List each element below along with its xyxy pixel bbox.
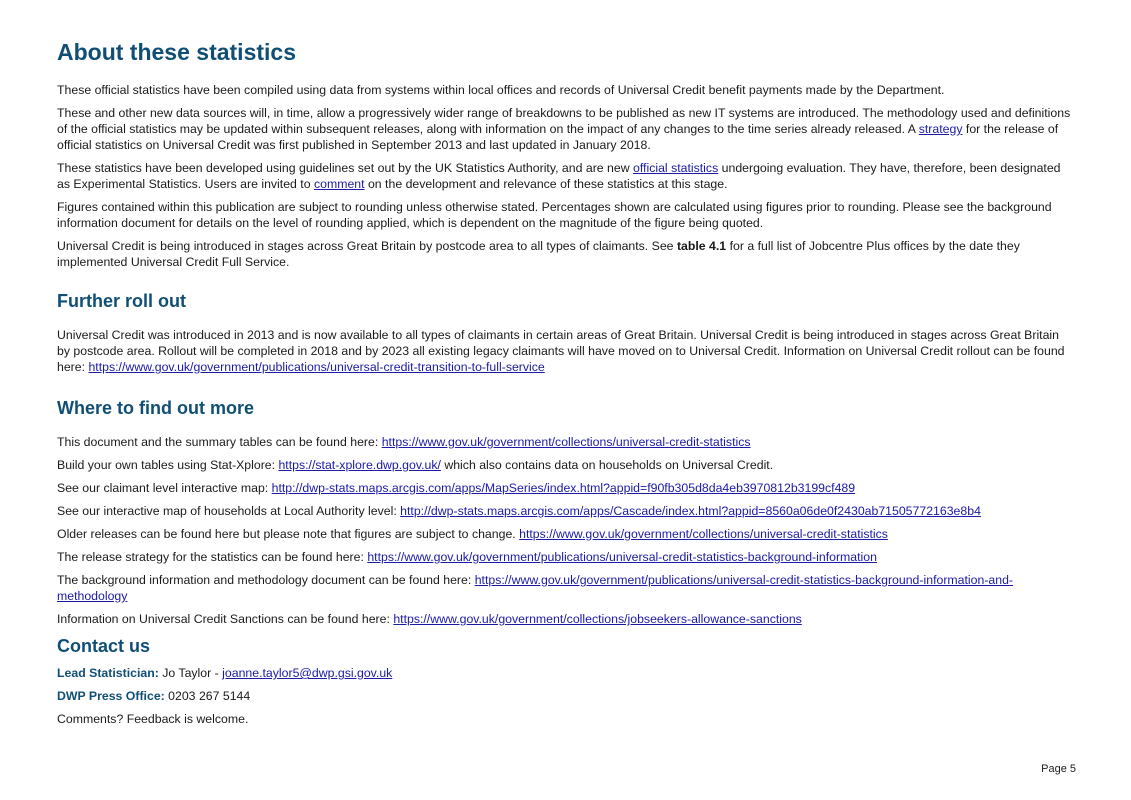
press-office-label: DWP Press Office: bbox=[57, 689, 165, 703]
about-paragraph-2 bbox=[57, 105, 1075, 153]
more-item bbox=[57, 503, 1075, 519]
rollout-link[interactable]: https://www.gov.uk/government/publications/universal-credit-transition-to-full-service bbox=[88, 360, 545, 374]
more-item-link[interactable]: https://www.gov.uk/government/publications/universal-credit-statistics-background-information-and-methodology bbox=[57, 573, 1014, 603]
more-item-text: See our interactive map of households at Local Authority level: bbox=[57, 504, 401, 518]
more-item bbox=[57, 457, 1075, 473]
more-item-link[interactable]: https://www.gov.uk/government/collections/universal-credit-statistics bbox=[381, 435, 751, 449]
rollout-paragraph bbox=[57, 327, 1075, 375]
page-content bbox=[57, 36, 1075, 734]
lead-statistician-label: Lead Statistician: bbox=[57, 666, 159, 680]
about-p3-text-b: undergoing evaluation. They have, therefore, been designated as Experimental Statistics. Users are invited to bbox=[57, 161, 1061, 191]
more-item bbox=[57, 480, 1075, 496]
about-paragraph-3 bbox=[57, 160, 1075, 192]
more-item bbox=[57, 572, 1075, 604]
more-item bbox=[57, 526, 1075, 542]
lead-statistician-email-link[interactable]: joanne.taylor5@dwp.gsi.gov.uk bbox=[222, 666, 393, 680]
more-item bbox=[57, 611, 1075, 627]
about-p3-text-c: on the development and relevance of these statistics at this stage. bbox=[364, 177, 728, 191]
heading-where-to-find-out-more: Where to find out more bbox=[57, 398, 254, 418]
comment-link[interactable]: comment bbox=[313, 177, 365, 191]
more-item-link[interactable]: https://www.gov.uk/government/collections/universal-credit-statistics bbox=[519, 527, 888, 541]
about-paragraph-5 bbox=[57, 238, 1075, 270]
contact-press-office bbox=[57, 688, 1075, 704]
rollout-text: Universal Credit was introduced in 2013 and is now available to all types of claimants in certain areas of Great Britain. Universal Credit is being introduced in stages across Great Britain by postcode area. Rollout will be completed in 2018 and by 2023 all existing legacy claimants will have moved on to Universal Credit. Information on Universal Credit rollout can be found here: bbox=[57, 328, 1065, 374]
more-item-link[interactable]: http://dwp-stats.maps.arcgis.com/apps/MapSeries/index.html?appid=f90fb305d8da4eb3970812b3199cf489 bbox=[271, 481, 856, 495]
official-statistics-link[interactable]: official statistics bbox=[633, 161, 719, 175]
more-item-text: The background information and methodology document can be found here: bbox=[57, 573, 475, 587]
more-item-text: See our claimant level interactive map: bbox=[57, 481, 272, 495]
more-item-link[interactable]: https://stat-xplore.dwp.gov.uk/ bbox=[278, 458, 441, 472]
about-p5-text-b: for a full list of Jobcentre Plus offices by the date they implemented Universal Credit Full Service. bbox=[57, 239, 1020, 269]
strategy-link[interactable]: strategy bbox=[918, 122, 963, 136]
more-item-text: Information on Universal Credit Sanctions can be found here: bbox=[57, 612, 394, 626]
more-item-link[interactable]: https://www.gov.uk/government/collections/jobseekers-allowance-sanctions bbox=[393, 612, 802, 626]
table-reference: table 4.1 bbox=[676, 239, 727, 253]
contact-feedback: Comments? Feedback is welcome. bbox=[57, 712, 249, 726]
about-p5-text-a: Universal Credit is being introduced in stages across Great Britain by postcode area to all types of claimants. See bbox=[57, 239, 677, 253]
page-number: Page 5 bbox=[1041, 763, 1076, 775]
lead-statistician-name: Jo Taylor - bbox=[158, 666, 223, 680]
heading-contact-us: Contact us bbox=[57, 636, 151, 656]
about-paragraph-4: Figures contained within this publication are subject to rounding unless otherwise stated. Percentages shown are calculated using figures prior to rounding. Please see the background information document for details on the level of rounding applied, which is dependent on the magnitude of the figure being quoted. bbox=[57, 200, 1052, 230]
about-p2-text-a: These and other new data sources will, in time, allow a progressively wider range of breakdowns to be published as new IT systems are introduced. The methodology used and definitions of the official statistics may be updated within subsequent releases, along with information on the impact of any changes to the time series already released. A bbox=[57, 106, 1071, 136]
heading-about-statistics: About these statistics bbox=[57, 39, 296, 65]
more-item-text: The release strategy for the statistics can be found here: bbox=[57, 550, 368, 564]
more-item-after: which also contains data on households on Universal Credit. bbox=[440, 458, 774, 472]
more-item-text: Build your own tables using Stat-Xplore: bbox=[57, 458, 279, 472]
about-p3-text-a: These statistics have been developed using guidelines set out by the UK Statistics Authority, and are new bbox=[57, 161, 634, 175]
contact-lead-statistician bbox=[57, 665, 1075, 681]
more-item bbox=[57, 434, 1075, 450]
about-paragraph-1: These official statistics have been compiled using data from systems within local offices and records of Universal Credit benefit payments made by the Department. bbox=[57, 83, 945, 97]
more-item-text: This document and the summary tables can be found here: bbox=[57, 435, 382, 449]
more-item-text: Older releases can be found here but please note that figures are subject to change. bbox=[57, 527, 520, 541]
more-item-link[interactable]: https://www.gov.uk/government/publications/universal-credit-statistics-background-information bbox=[367, 550, 877, 564]
press-office-phone: 0203 267 5144 bbox=[164, 689, 251, 703]
more-item-link[interactable]: http://dwp-stats.maps.arcgis.com/apps/Cascade/index.html?appid=8560a06de0f2430ab71505772163e8b4 bbox=[400, 504, 981, 518]
more-item bbox=[57, 549, 1075, 565]
about-p2-text-b: for the release of official statistics on Universal Credit was first published in September 2013 and last updated in January 2018. bbox=[57, 122, 1059, 152]
heading-further-roll-out: Further roll out bbox=[57, 291, 186, 311]
